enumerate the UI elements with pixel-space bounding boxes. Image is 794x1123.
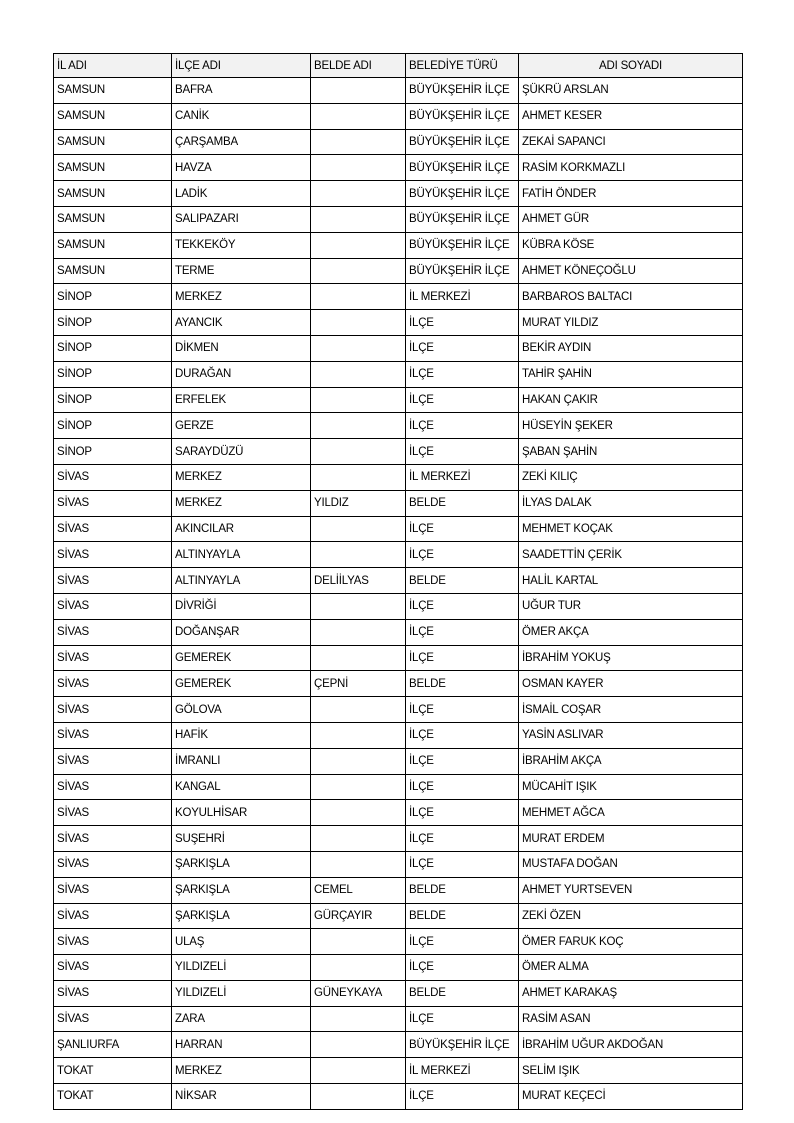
cell-full-name: YASİN ASLIVAR [519,722,743,748]
cell-district: MERKEZ [172,284,311,310]
cell-province: SİVAS [54,697,172,723]
cell-town [311,464,406,490]
cell-town [311,1032,406,1058]
table-row [54,335,743,361]
cell-municipality-type: İLÇE [406,929,519,955]
cell-province: SİVAS [54,722,172,748]
cell-full-name: SELİM IŞIK [519,1058,743,1084]
cell-municipality-type: İLÇE [406,361,519,387]
cell-municipality-type: İL MERKEZİ [406,1058,519,1084]
table-row [54,129,743,155]
cell-district: HAFİK [172,722,311,748]
cell-town [311,955,406,981]
cell-district: GÖLOVA [172,697,311,723]
cell-town [311,413,406,439]
cell-town: YILDIZ [311,490,406,516]
cell-province: SİVAS [54,464,172,490]
cell-district: SUŞEHRİ [172,826,311,852]
header-district: İLÇE ADI [172,54,311,78]
cell-province: SİVAS [54,490,172,516]
mayors-table [53,53,743,1110]
cell-full-name: TAHİR ŞAHİN [519,361,743,387]
cell-full-name: MURAT YILDIZ [519,310,743,336]
cell-full-name: UĞUR TUR [519,593,743,619]
cell-municipality-type: BELDE [406,490,519,516]
cell-district: MERKEZ [172,490,311,516]
cell-district: TEKKEKÖY [172,232,311,258]
header-municipality-type: BELEDİYE TÜRÜ [406,54,519,78]
table-row [54,980,743,1006]
table-row [54,103,743,129]
cell-province: SİVAS [54,826,172,852]
cell-full-name: BEKİR AYDIN [519,335,743,361]
cell-municipality-type: İLÇE [406,645,519,671]
cell-district: GEMEREK [172,671,311,697]
cell-district: ZARA [172,1006,311,1032]
cell-province: SİVAS [54,619,172,645]
cell-province: SAMSUN [54,103,172,129]
cell-municipality-type: İLÇE [406,335,519,361]
cell-town [311,181,406,207]
cell-municipality-type: İLÇE [406,851,519,877]
cell-province: SİNOP [54,310,172,336]
cell-town [311,697,406,723]
cell-municipality-type: İLÇE [406,413,519,439]
cell-province: SİVAS [54,568,172,594]
cell-province: SİVAS [54,955,172,981]
cell-district: AKINCILAR [172,516,311,542]
cell-district: ŞARKIŞLA [172,851,311,877]
cell-district: YILDIZELİ [172,980,311,1006]
table-row [54,361,743,387]
cell-municipality-type: İLÇE [406,1084,519,1110]
cell-full-name: İSMAİL COŞAR [519,697,743,723]
cell-province: SİVAS [54,877,172,903]
cell-province: SAMSUN [54,129,172,155]
cell-district: SARAYDÜZÜ [172,439,311,465]
cell-full-name: SAADETTİN ÇERİK [519,542,743,568]
cell-town [311,748,406,774]
header-row [54,54,743,78]
cell-municipality-type: İLÇE [406,1006,519,1032]
cell-full-name: MEHMET KOÇAK [519,516,743,542]
cell-town [311,310,406,336]
cell-town: DELİİLYAS [311,568,406,594]
cell-town [311,826,406,852]
cell-municipality-type: İLÇE [406,748,519,774]
cell-district: İMRANLI [172,748,311,774]
table-row [54,671,743,697]
table-row [54,1006,743,1032]
cell-full-name: MÜCAHİT IŞIK [519,774,743,800]
cell-province: TOKAT [54,1058,172,1084]
cell-town [311,542,406,568]
cell-district: NİKSAR [172,1084,311,1110]
table-row [54,1058,743,1084]
cell-town [311,129,406,155]
table-row [54,310,743,336]
cell-town [311,1006,406,1032]
cell-town [311,335,406,361]
cell-full-name: HÜSEYİN ŞEKER [519,413,743,439]
cell-town [311,1084,406,1110]
table-row [54,413,743,439]
table-row [54,697,743,723]
cell-municipality-type: İLÇE [406,310,519,336]
cell-province: SİVAS [54,929,172,955]
cell-full-name: MEHMET AĞCA [519,800,743,826]
cell-town [311,439,406,465]
cell-district: DOĞANŞAR [172,619,311,645]
cell-province: ŞANLIURFA [54,1032,172,1058]
cell-full-name: RASİM ASAN [519,1006,743,1032]
cell-municipality-type: BÜYÜKŞEHİR İLÇE [406,206,519,232]
cell-full-name: ŞABAN ŞAHİN [519,439,743,465]
cell-full-name: MUSTAFA DOĞAN [519,851,743,877]
cell-district: ALTINYAYLA [172,568,311,594]
cell-full-name: MURAT ERDEM [519,826,743,852]
cell-province: SİVAS [54,1006,172,1032]
cell-municipality-type: BÜYÜKŞEHİR İLÇE [406,129,519,155]
cell-district: GERZE [172,413,311,439]
cell-province: SİVAS [54,980,172,1006]
cell-town [311,103,406,129]
cell-province: SİNOP [54,284,172,310]
cell-municipality-type: BÜYÜKŞEHİR İLÇE [406,103,519,129]
cell-full-name: AHMET GÜR [519,206,743,232]
cell-town [311,284,406,310]
table-row [54,387,743,413]
table-row [54,284,743,310]
cell-province: SİVAS [54,903,172,929]
cell-province: SİVAS [54,774,172,800]
table-row [54,542,743,568]
cell-province: SAMSUN [54,206,172,232]
cell-town [311,258,406,284]
cell-full-name: AHMET YURTSEVEN [519,877,743,903]
cell-province: SAMSUN [54,181,172,207]
cell-municipality-type: BELDE [406,671,519,697]
table-row [54,439,743,465]
cell-town [311,722,406,748]
cell-province: SİNOP [54,413,172,439]
cell-full-name: ÖMER ALMA [519,955,743,981]
cell-municipality-type: İLÇE [406,826,519,852]
cell-town [311,929,406,955]
cell-district: ŞARKIŞLA [172,903,311,929]
cell-municipality-type: BÜYÜKŞEHİR İLÇE [406,181,519,207]
cell-town: GÜRÇAYIR [311,903,406,929]
cell-full-name: İLYAS DALAK [519,490,743,516]
cell-province: SİVAS [54,516,172,542]
cell-municipality-type: BÜYÜKŞEHİR İLÇE [406,1032,519,1058]
table-row [54,593,743,619]
cell-district: CANİK [172,103,311,129]
table-row [54,206,743,232]
cell-district: KOYULHİSAR [172,800,311,826]
cell-district: ALTINYAYLA [172,542,311,568]
cell-district: TERME [172,258,311,284]
cell-municipality-type: BÜYÜKŞEHİR İLÇE [406,232,519,258]
cell-district: ŞARKIŞLA [172,877,311,903]
cell-district: DURAĞAN [172,361,311,387]
cell-province: SİVAS [54,593,172,619]
cell-province: SİNOP [54,439,172,465]
table-row [54,619,743,645]
cell-district: ULAŞ [172,929,311,955]
cell-province: SAMSUN [54,258,172,284]
cell-district: DİKMEN [172,335,311,361]
cell-province: SAMSUN [54,78,172,104]
cell-town [311,361,406,387]
cell-town [311,516,406,542]
cell-district: GEMEREK [172,645,311,671]
cell-municipality-type: BELDE [406,877,519,903]
cell-town: ÇEPNİ [311,671,406,697]
cell-full-name: BARBAROS BALTACI [519,284,743,310]
cell-province: SİNOP [54,387,172,413]
cell-full-name: ZEKAİ SAPANCI [519,129,743,155]
cell-full-name: AHMET KESER [519,103,743,129]
cell-district: MERKEZ [172,464,311,490]
cell-municipality-type: İLÇE [406,800,519,826]
cell-district: BAFRA [172,78,311,104]
cell-district: MERKEZ [172,1058,311,1084]
cell-full-name: İBRAHİM UĞUR AKDOĞAN [519,1032,743,1058]
table-body [54,78,743,1110]
cell-municipality-type: İLÇE [406,593,519,619]
cell-district: AYANCIK [172,310,311,336]
cell-province: SİVAS [54,671,172,697]
cell-town [311,593,406,619]
cell-province: SİVAS [54,851,172,877]
cell-town [311,206,406,232]
cell-full-name: ÖMER FARUK KOÇ [519,929,743,955]
cell-province: SİVAS [54,748,172,774]
table-row [54,1084,743,1110]
table-row [54,464,743,490]
cell-municipality-type: İLÇE [406,697,519,723]
cell-municipality-type: İLÇE [406,516,519,542]
cell-municipality-type: BÜYÜKŞEHİR İLÇE [406,78,519,104]
cell-district: ERFELEK [172,387,311,413]
cell-district: ÇARŞAMBA [172,129,311,155]
cell-town [311,800,406,826]
cell-province: SAMSUN [54,232,172,258]
cell-town [311,78,406,104]
cell-province: SİNOP [54,361,172,387]
cell-town: GÜNEYKAYA [311,980,406,1006]
cell-full-name: İBRAHİM YOKUŞ [519,645,743,671]
cell-full-name: OSMAN KAYER [519,671,743,697]
cell-town [311,232,406,258]
cell-municipality-type: İLÇE [406,774,519,800]
header-town: BELDE ADI [311,54,406,78]
cell-province: SİNOP [54,335,172,361]
table-row [54,568,743,594]
cell-municipality-type: İLÇE [406,387,519,413]
cell-district: DİVRİĞİ [172,593,311,619]
table-row [54,232,743,258]
cell-town [311,645,406,671]
cell-full-name: ZEKİ KILIÇ [519,464,743,490]
cell-town [311,387,406,413]
table-row [54,774,743,800]
table-row [54,181,743,207]
cell-full-name: ŞÜKRÜ ARSLAN [519,78,743,104]
table-row [54,929,743,955]
cell-full-name: ZEKİ ÖZEN [519,903,743,929]
table-row [54,258,743,284]
table-row [54,826,743,852]
table-row [54,1032,743,1058]
table-row [54,800,743,826]
cell-full-name: MURAT KEÇECİ [519,1084,743,1110]
cell-municipality-type: BÜYÜKŞEHİR İLÇE [406,155,519,181]
cell-town: CEMEL [311,877,406,903]
cell-province: SİVAS [54,645,172,671]
cell-town [311,619,406,645]
cell-province: TOKAT [54,1084,172,1110]
cell-province: SİVAS [54,542,172,568]
cell-town [311,1058,406,1084]
cell-municipality-type: İL MERKEZİ [406,284,519,310]
cell-full-name: İBRAHİM AKÇA [519,748,743,774]
cell-district: KANGAL [172,774,311,800]
cell-municipality-type: BELDE [406,568,519,594]
cell-full-name: AHMET KARAKAŞ [519,980,743,1006]
cell-municipality-type: İLÇE [406,542,519,568]
cell-full-name: ÖMER AKÇA [519,619,743,645]
cell-district: SALIPAZARI [172,206,311,232]
table-row [54,955,743,981]
table-row [54,851,743,877]
cell-full-name: KÜBRA KÖSE [519,232,743,258]
cell-town [311,851,406,877]
cell-municipality-type: İLÇE [406,722,519,748]
table-row [54,877,743,903]
cell-full-name: FATİH ÖNDER [519,181,743,207]
table-row [54,490,743,516]
cell-full-name: AHMET KÖNEÇOĞLU [519,258,743,284]
header-province: İL ADI [54,54,172,78]
table-row [54,748,743,774]
cell-municipality-type: BELDE [406,980,519,1006]
cell-full-name: HAKAN ÇAKIR [519,387,743,413]
table-row [54,78,743,104]
cell-municipality-type: İLÇE [406,619,519,645]
cell-district: HAVZA [172,155,311,181]
table-row [54,645,743,671]
cell-municipality-type: İL MERKEZİ [406,464,519,490]
table-row [54,516,743,542]
cell-town [311,774,406,800]
table-row [54,903,743,929]
cell-district: YILDIZELİ [172,955,311,981]
cell-province: SAMSUN [54,155,172,181]
table-row [54,155,743,181]
cell-full-name: HALİL KARTAL [519,568,743,594]
cell-municipality-type: BÜYÜKŞEHİR İLÇE [406,258,519,284]
cell-district: HARRAN [172,1032,311,1058]
cell-town [311,155,406,181]
cell-municipality-type: BELDE [406,903,519,929]
table-row [54,722,743,748]
cell-municipality-type: İLÇE [406,955,519,981]
cell-municipality-type: İLÇE [406,439,519,465]
cell-full-name: RASİM KORKMAZLI [519,155,743,181]
cell-province: SİVAS [54,800,172,826]
header-full-name: ADI SOYADI [519,54,743,78]
cell-district: LADİK [172,181,311,207]
